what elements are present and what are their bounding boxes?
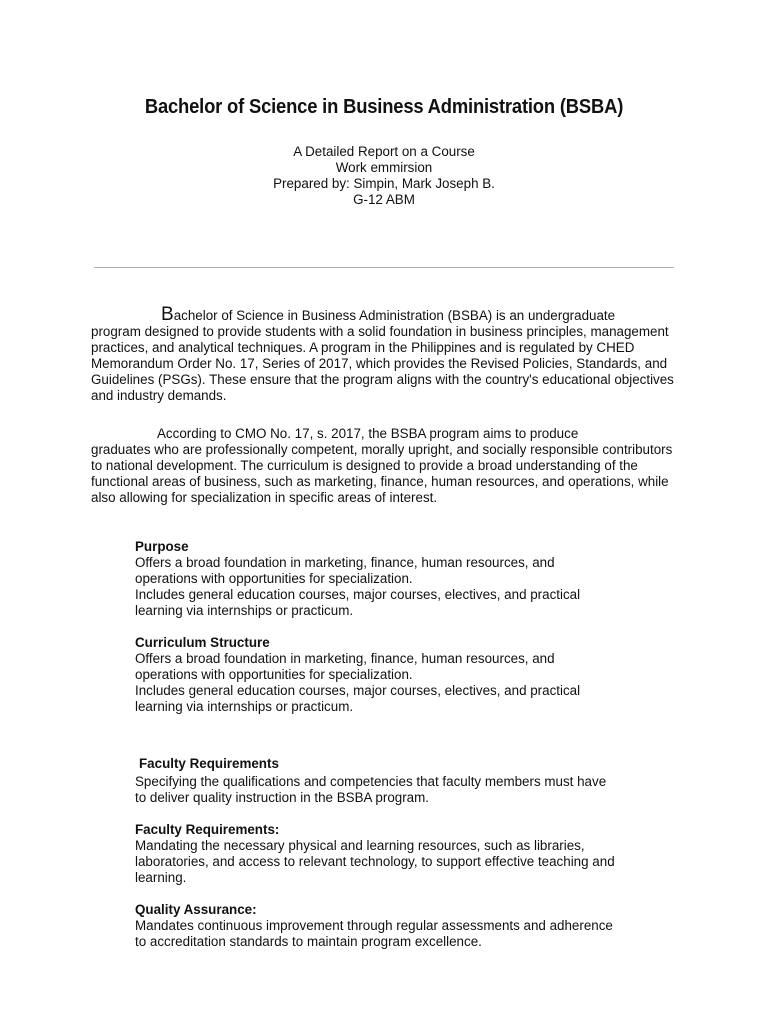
section-curriculum-structure (135, 635, 685, 715)
section-faculty-requirements (135, 756, 685, 806)
section-line: Specifying the qualifications and competencies that faculty members must have (135, 774, 607, 789)
report-description: A Detailed Report on a Course (293, 144, 475, 159)
section-line: learning. (135, 870, 187, 885)
report-subject: Work emmirsion (335, 160, 433, 175)
section-heading: Quality Assurance: (135, 902, 257, 917)
section-line: laboratories, and access to relevant technology, to support effective teaching and (135, 854, 615, 869)
section-heading: Faculty Requirements: (135, 822, 280, 837)
subtitle-block (0, 144, 768, 208)
page-title: Bachelor of Science in Business Administration (BSBA) (144, 96, 624, 118)
report-grade: G-12 ABM (353, 192, 415, 207)
intro-first-line-text: achelor of Science in Business Administration (BSBA) is an undergraduate (173, 308, 616, 323)
section-heading: Purpose (135, 539, 189, 554)
section-line: Includes general education courses, major courses, electives, and practical (135, 587, 581, 602)
report-author: Prepared by: Simpin, Mark Joseph B. (273, 176, 495, 191)
section-purpose (135, 539, 685, 619)
section-line: Mandating the necessary physical and learning resources, such as libraries, (135, 838, 585, 853)
section-line: Offers a broad foundation in marketing, finance, human resources, and (135, 555, 555, 570)
section-line: to accreditation standards to maintain program excellence. (135, 934, 482, 949)
section-heading: Curriculum Structure (135, 635, 270, 650)
section-line: to deliver quality instruction in the BSBA program. (135, 790, 429, 805)
drop-cap: B (161, 304, 174, 325)
section-line: learning via internships or practicum. (135, 699, 354, 714)
section-line: operations with opportunities for specialization. (135, 571, 413, 586)
intro-body-text: program designed to provide students with a solid foundation in business principles, management practices, and analytical techniques. A program in the Philippines and is regulated by CHED Memorandum Order No. 17, Series of 2017, which provides the Revised Policies, Standards, and Guidelines (PSGs). These ensure that the program aligns with the country's educational objectives and industry demands. (91, 324, 674, 403)
section-line: learning via internships or practicum. (135, 603, 354, 618)
section-faculty-resources (135, 822, 685, 886)
horizontal-divider (94, 267, 674, 268)
section-line: operations with opportunities for specialization. (135, 667, 413, 682)
section-line: Includes general education courses, major courses, electives, and practical (135, 683, 581, 698)
objectives-body-text: graduates who are professionally competent, morally upright, and socially responsible contributors to national development. The curriculum is designed to provide a broad understanding of the functional areas of business, such as marketing, finance, human resources, and operations, while also allowing for specialization in specific areas of interest. (91, 442, 673, 505)
section-heading: Faculty Requirements (139, 756, 279, 771)
section-quality-assurance (135, 902, 685, 950)
section-line: Mandates continuous improvement through regular assessments and adherence (135, 918, 613, 933)
intro-first-line (91, 304, 681, 325)
objectives-paragraph (91, 426, 681, 506)
objectives-first-line: According to CMO No. 17, s. 2017, the BSBA program aims to produce (157, 426, 579, 441)
intro-paragraph (91, 304, 681, 404)
section-line: Offers a broad foundation in marketing, finance, human resources, and (135, 651, 555, 666)
